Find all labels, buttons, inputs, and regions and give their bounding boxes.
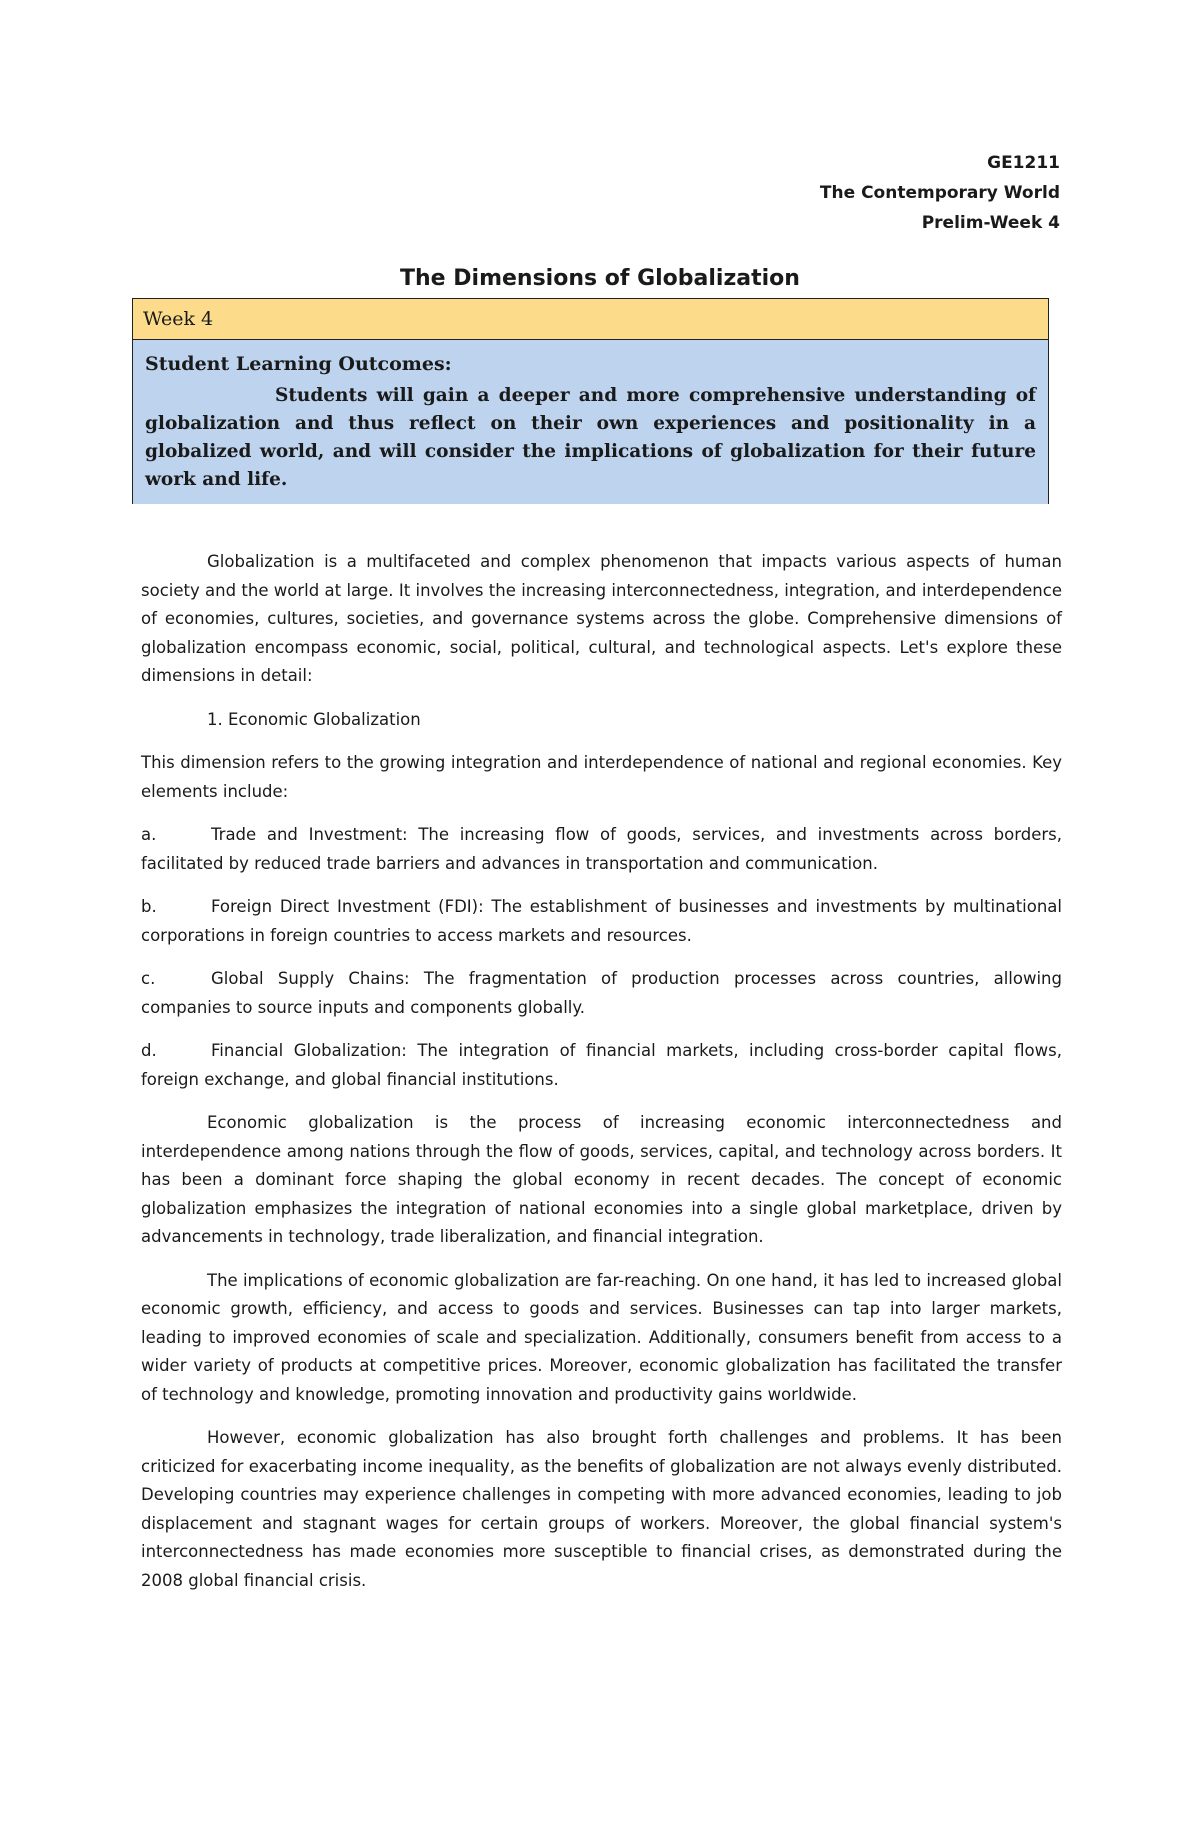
learning-outcomes-body [133,340,1048,504]
document-title: The Dimensions of Globalization [400,266,800,291]
section-intro: This dimension refers to the growing integration and interdependence of national and regional economies. Key elements include: [141,753,1062,801]
intro-paragraph: Globalization is a multifaceted and complex phenomenon that impacts various aspects of human society and the world at large. It involves the increasing interconnectedness, integration, and interdependence of economies, cultures, societies, and governance systems across the globe. Comprehensive dimensions of globalization encompass economic, social, political, cultural, and technological aspects. Let's explore these dimensions in detail: [141,552,1062,685]
body-paragraph: Economic globalization is the process of increasing economic interconnectedness and interdependence among nations through the flow of goods, services, capital, and technology across borders. It has been a dominant force shaping the global economy in recent decades. The concept of economic globalization emphasizes the integration of national economies into a single global marketplace, driven by advancements in technology, trade liberalization, and financial integration. [141,1113,1062,1246]
list-item-text: Global Supply Chains: The fragmentation of production processes across countries, allowing companies to source inputs and components globally. [141,969,1062,1017]
list-item-label: c. [141,969,156,988]
body-paragraph: However, economic globalization has also brought forth challenges and problems. It has been criticized for exacerbating income inequality, as the benefits of globalization are not always evenly distributed. Developing countries may experience challenges in competing with more advanced economies, leading to job displacement and stagnant wages for certain groups of workers. Moreover, the global financial system's interconnectedness has made economies more susceptible to financial crises, as demonstrated during the 2008 global financial crisis. [141,1428,1062,1590]
course-name: The Contemporary World [819,183,1060,203]
list-item [141,821,1062,878]
learning-outcomes-heading: Student Learning Outcomes: [145,353,452,375]
list-item-text: Foreign Direct Investment (FDI): The establishment of businesses and investments by multinational corporations in foreign countries to access markets and resources. [141,897,1062,945]
list-item-label: a. [141,825,157,844]
list-item-text: Trade and Investment: The increasing flow of goods, services, and investments across borders, facilitated by reduced trade barriers and advances in transportation and communication. [141,825,1062,873]
section-heading: 1. Economic Globalization [207,709,421,729]
list-item [141,893,1062,950]
week-label: Week 4 [133,299,1048,340]
learning-outcomes-box [132,298,1049,504]
learning-outcomes-text: Students will gain a deeper and more comprehensive understanding of globalization and thus reflect on their own experiences and positionality in a globalized world, and will consider the implications of globalization for their future work and life. [145,385,1036,490]
list-item-text: Financial Globalization: The integration of financial markets, including cross-border capital flows, foreign exchange, and global financial institutions. [141,1041,1062,1089]
body-paragraph: The implications of economic globalization are far-reaching. On one hand, it has led to increased global economic growth, efficiency, and access to goods and services. Businesses can tap into larger markets, leading to improved economies of scale and specialization. Additionally, consumers benefit from access to a wider variety of products at competitive prices. Moreover, economic globalization has facilitated the transfer of technology and knowledge, promoting innovation and productivity gains worldwide. [141,1270,1062,1404]
document-body [141,548,1062,1610]
course-code: GE1211 [987,153,1060,173]
list-item-label: b. [141,897,157,916]
course-period: Prelim-Week 4 [921,213,1060,233]
list-item-label: d. [141,1041,157,1060]
list-item [141,965,1062,1022]
course-header [820,148,1060,238]
list-item [141,1037,1062,1094]
